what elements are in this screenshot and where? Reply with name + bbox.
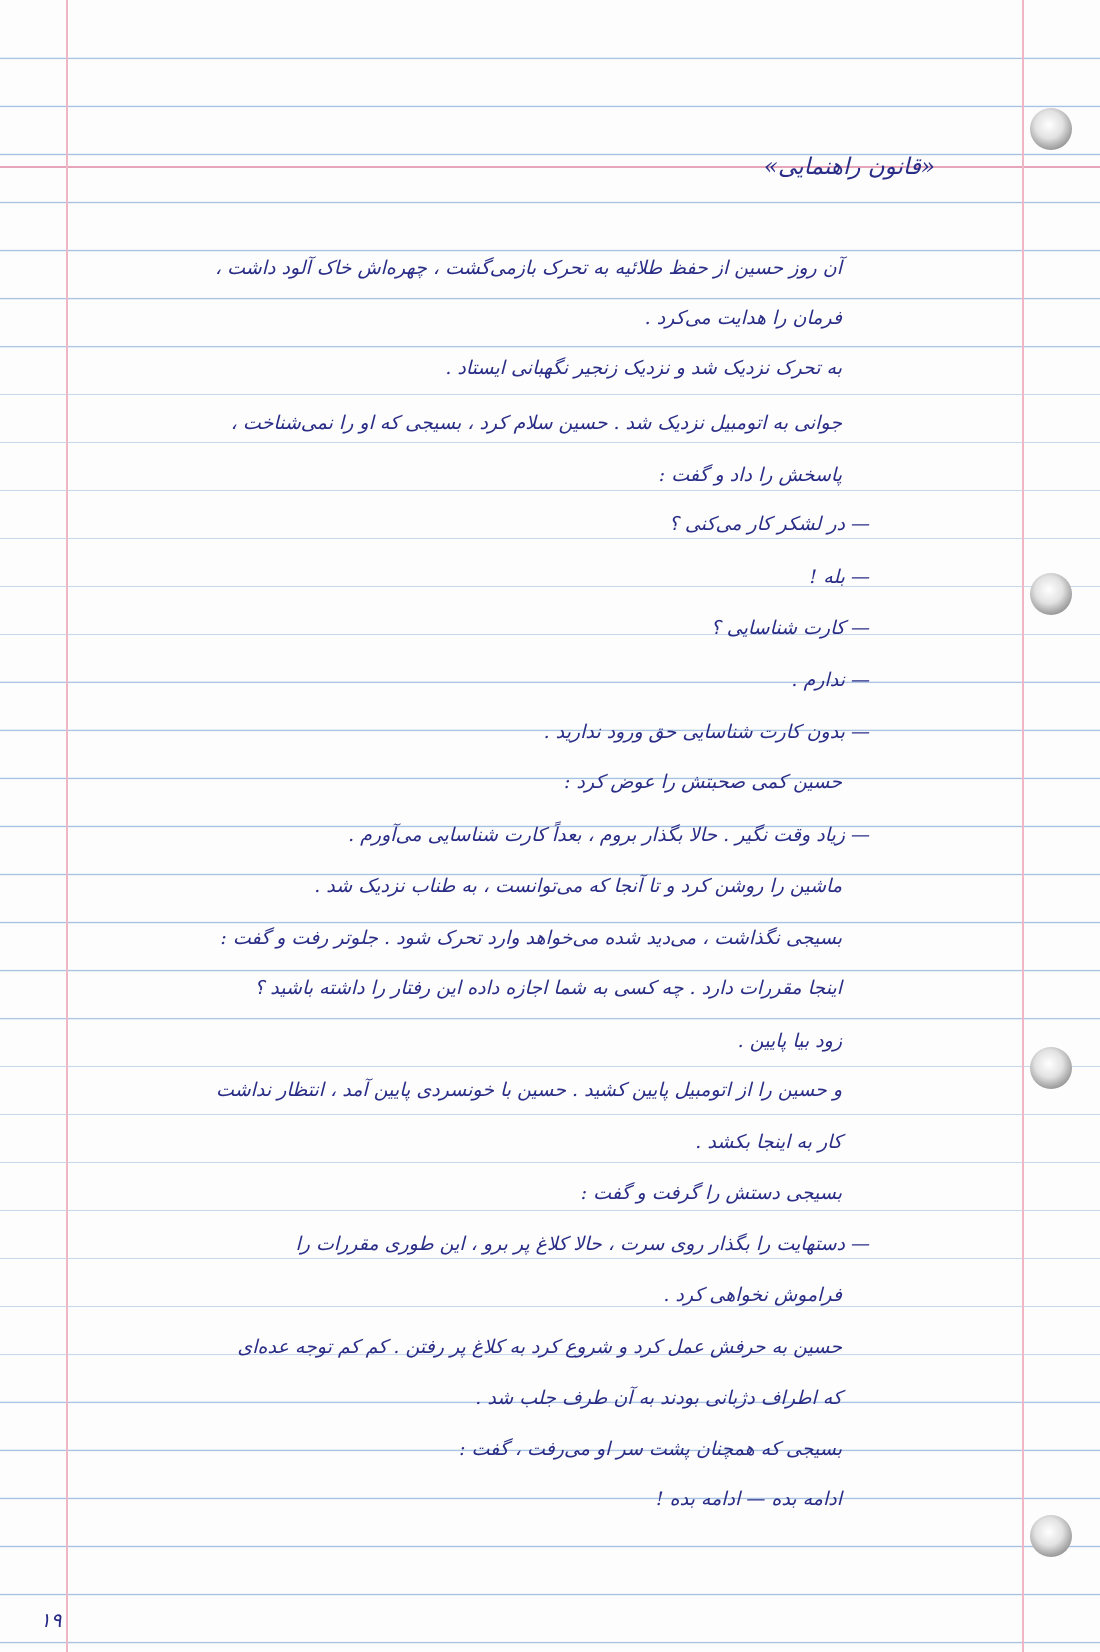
punch-hole [1030, 108, 1072, 150]
text-line: به تحرک نزدیک شد و نزدیک زنجیر نگهبانی ایستاد . [445, 357, 842, 379]
dialogue-line: — بله ! [809, 566, 870, 588]
text-line: جوانی به اتومبیل نزدیک شد . حسین سلام کرد ، بسیجی که او را نمی‌شناخت ، [230, 412, 842, 434]
dialogue-line: — زیاد وقت نگیر . حالا بگذار بروم ، بعداً کارت شناسایی می‌آورم . [348, 824, 870, 846]
right-margin-line [1022, 0, 1024, 1652]
text-line: ادامه بده — ادامه بده ! [655, 1488, 842, 1510]
dialogue-line: — بدون کارت شناسایی حق ورود ندارید . [543, 721, 870, 743]
text-line: فراموش نخواهی کرد . [663, 1284, 842, 1306]
text-line: اینجا مقررات دارد . چه کسی به شما اجازه داده این رفتار را داشته باشید ؟ [254, 977, 842, 999]
text-line: حسین کمی صحبتش را عوض کرد : [563, 771, 842, 793]
text-line: حسین به حرفش عمل کرد و شروع کرد به کلاغ پر رفتن . کم کم توجه عده‌ای [237, 1336, 842, 1358]
text-line: بسیجی که همچنان پشت سر او می‌رفت ، گفت : [459, 1438, 842, 1460]
text-line: و حسین را از اتومبیل پایین کشید . حسین با خونسردی پایین آمد ، انتظار نداشت [216, 1079, 842, 1101]
text-line: فرمان را هدایت می‌کرد . [644, 307, 842, 329]
dialogue-line: — ندارم . [791, 669, 870, 691]
text-line: که اطراف دژبانی بودند به آن طرف جلب شد . [475, 1387, 842, 1409]
punch-hole [1030, 1047, 1072, 1089]
text-line: بسیجی نگذاشت ، می‌دید شده می‌خواهد وارد تحرک شود . جلوتر رفت و گفت : [220, 927, 842, 949]
punch-hole [1030, 1515, 1072, 1557]
text-line: ماشین را روشن کرد و تا آنجا که می‌توانست ، به طناب نزدیک شد . [314, 875, 842, 897]
text-line: پاسخش را داد و گفت : [658, 464, 842, 486]
text-line: زود بیا پایین . [737, 1030, 842, 1052]
dialogue-line: — در لشکر کار می‌کنی ؟ [668, 513, 870, 535]
left-margin-line [66, 0, 68, 1652]
dialogue-line: — دستهایت را بگذار روی سرت ، حالا کلاغ پر برو ، این طوری مقررات را [295, 1233, 870, 1255]
page-title: «قانون راهنمایی» [763, 154, 935, 180]
punch-hole [1030, 573, 1072, 615]
page-number: ۱۹ [40, 1608, 62, 1632]
text-line: کار به اینجا بکشد . [695, 1131, 842, 1153]
top-margin-rule [0, 166, 1100, 168]
text-line: آن روز حسین از حفظ طلائیه به تحرک بازمی‌گشت ، چهره‌اش خاک آلود داشت ، [214, 257, 842, 279]
text-line: بسیجی دستش را گرفت و گفت : [580, 1182, 842, 1204]
dialogue-line: — کارت شناسایی ؟ [710, 617, 870, 639]
